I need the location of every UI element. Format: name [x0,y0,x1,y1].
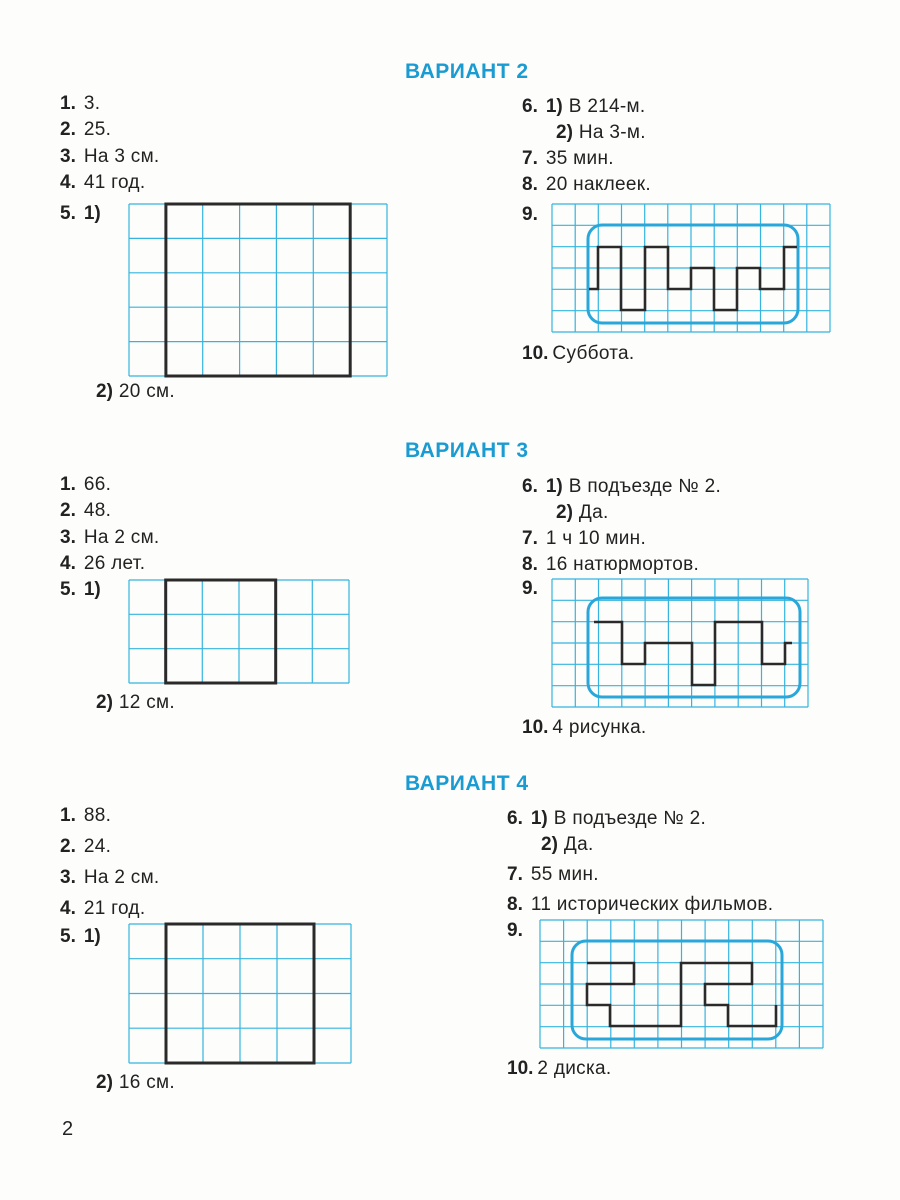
item-text: 66. [83,474,112,495]
item-text: 21 год. [83,898,146,919]
item-text: 25. [83,119,112,140]
item-text: 12 см. [118,692,175,713]
page-number: 2 [62,1118,74,1140]
item-text: На 2 см. [83,867,160,888]
v2-answer-2 [60,119,111,141]
sub-number: 1) [83,926,101,947]
v2-square-drawing [129,204,389,376]
item-text: Да. [578,502,609,523]
item-number: 7. [522,528,538,549]
v4-answer-7 [507,864,599,886]
sub-number: 1) [83,203,101,224]
v3-answer-10 [522,717,647,739]
sub-number: 1) [530,808,548,829]
v4-answer-9 [507,920,531,942]
item-text: 41 год. [83,172,146,193]
item-text: 26 лет. [83,553,146,574]
item-number: 10. [522,343,549,364]
v3-answer-1 [60,474,111,496]
item-text: 24. [83,836,112,857]
v2-answer-6-2 [556,122,646,144]
item-text: 88. [83,805,112,826]
item-number: 3. [60,867,76,888]
variant-3-title: ВАРИАНТ 3 [405,439,529,462]
item-text: 1 ч 10 мин. [545,528,647,549]
item-number: 2. [60,119,76,140]
sub-number: 2) [96,381,113,402]
v3-answer-2 [60,500,111,522]
item-number: 4. [60,898,76,919]
item-text: В подъезде № 2. [568,476,722,497]
item-text: На 3-м. [578,122,646,143]
grid-lines [129,580,349,683]
v2-answer-4 [60,172,145,194]
item-number: 3. [60,146,76,167]
variant-4-title: ВАРИАНТ 4 [405,772,529,795]
item-text: На 2 см. [83,527,160,548]
v3-answer-9 [522,578,546,600]
item-text: 20 наклеек. [545,174,651,195]
v2-answer-5-1 [60,203,107,225]
square-figure [166,580,276,683]
sub-number: 1) [83,579,101,600]
v2-answer-3 [60,146,160,168]
v3-answer-5-2 [96,692,175,714]
item-number: 7. [522,148,538,169]
grid-lines [129,204,387,376]
item-text: На 3 см. [83,146,160,167]
frame-rounded-rect [588,598,800,697]
grid-lines [129,924,351,1063]
item-number: 6. [522,96,538,117]
v4-answer-2 [60,836,111,858]
v3-pattern-drawing [552,579,812,709]
item-number: 8. [522,554,538,575]
v4-answer-8 [507,894,773,916]
item-number: 8. [507,894,523,915]
item-text: 16 натюрмортов. [545,554,700,575]
v4-answer-6-1 [507,808,706,830]
item-text: Суббота. [552,343,635,364]
item-text: В 214-м. [568,96,646,117]
sub-number: 2) [556,122,573,143]
v2-answer-5-2 [96,381,175,403]
item-text: 55 мин. [530,864,599,885]
v3-answer-5-1 [60,579,107,601]
meander-line [589,247,797,310]
item-number: 9. [522,204,538,225]
variant-2-title: ВАРИАНТ 2 [405,60,529,83]
item-text: 2 диска. [537,1058,612,1079]
sub-number: 1) [545,476,563,497]
item-number: 1. [60,93,76,114]
v4-answer-10 [507,1058,611,1080]
item-text: 11 исторических фильмов. [530,894,774,915]
item-number: 2. [60,836,76,857]
v3-answer-3 [60,527,160,549]
frame-rounded-rect [572,941,782,1039]
v2-answer-8 [522,174,651,196]
v4-square-drawing [129,924,353,1066]
item-number: 9. [507,920,523,941]
v4-answer-1 [60,805,111,827]
v2-answer-9 [522,204,546,226]
v3-answer-6-2 [556,502,609,524]
sub-number: 2) [556,502,573,523]
square-figure [166,204,350,376]
item-number: 1. [60,474,76,495]
item-number: 4. [60,553,76,574]
item-number: 10. [507,1058,534,1079]
item-text: В подъезде № 2. [553,808,707,829]
v3-answer-4 [60,553,145,575]
meander-line [587,963,776,1026]
item-text: 3. [83,93,101,114]
item-text: 4 рисунка. [552,717,647,738]
v4-answer-4 [60,898,145,920]
v3-answer-7 [522,528,646,550]
item-text: Да. [563,834,594,855]
sub-number: 2) [96,1072,113,1093]
item-number: 5. [60,926,76,947]
item-number: 8. [522,174,538,195]
v3-square-drawing [129,580,351,684]
v4-answer-3 [60,867,160,889]
sub-number: 2) [541,834,558,855]
item-number: 4. [60,172,76,193]
item-text: 48. [83,500,112,521]
v2-pattern-drawing [552,204,832,334]
frame-rounded-rect [588,225,798,323]
v2-answer-10 [522,343,635,365]
meander-line [594,622,792,685]
v2-answer-7 [522,148,614,170]
item-text: 20 см. [118,381,175,402]
item-text: 35 мин. [545,148,614,169]
item-number: 6. [507,808,523,829]
v3-answer-8 [522,554,699,576]
item-number: 2. [60,500,76,521]
item-number: 9. [522,578,538,599]
item-text: 16 см. [118,1072,175,1093]
item-number: 5. [60,579,76,600]
v4-answer-6-2 [541,834,594,856]
sub-number: 2) [96,692,113,713]
v2-answer-6-1 [522,96,646,118]
item-number: 6. [522,476,538,497]
v3-answer-6-1 [522,476,721,498]
v2-answer-1 [60,93,100,115]
sub-number: 1) [545,96,563,117]
v4-answer-5-1 [60,926,107,948]
v4-pattern-drawing [540,920,826,1050]
item-number: 7. [507,864,523,885]
v4-answer-5-2 [96,1072,175,1094]
item-number: 1. [60,805,76,826]
item-number: 3. [60,527,76,548]
item-number: 10. [522,717,549,738]
item-number: 5. [60,203,76,224]
